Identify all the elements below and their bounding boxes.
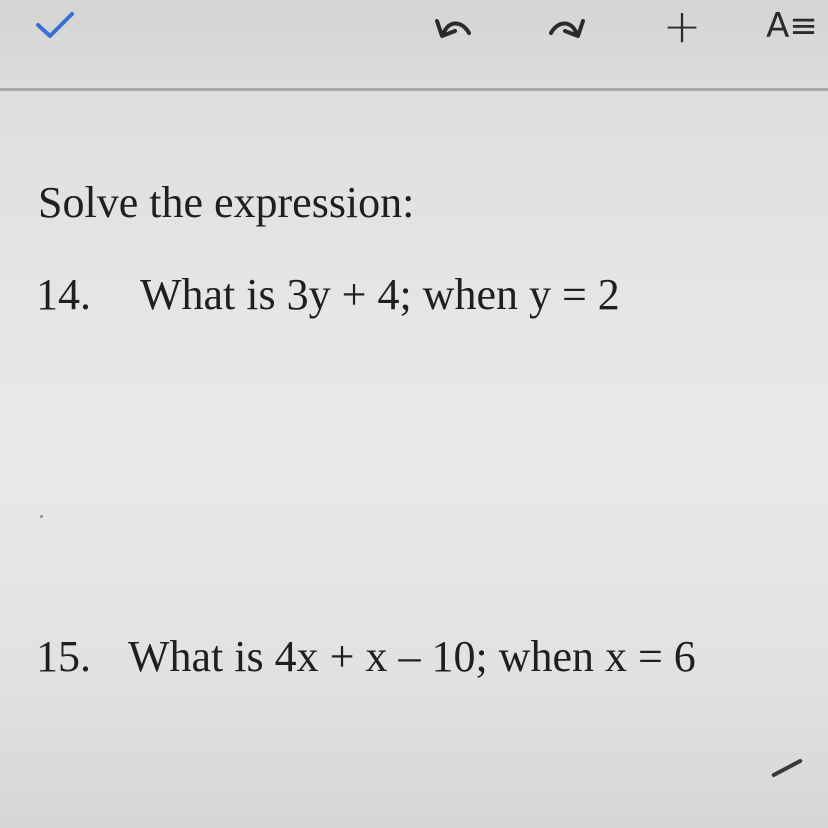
checkmark-icon [32,9,78,43]
redo-icon [543,9,591,43]
question-14 [36,269,620,320]
redo-button[interactable] [536,0,598,52]
toolbar [0,0,828,88]
text-format-icon: A≡ [766,6,818,46]
question-number: 14. [36,270,91,319]
stray-mark [40,515,43,518]
question-number: 15. [36,632,91,681]
document-page[interactable] [0,91,828,828]
undo-icon [429,9,477,43]
question-text: What is 3y + 4; when y = 2 [140,270,620,319]
pencil-mark [771,758,803,777]
done-button[interactable] [26,0,84,52]
add-button[interactable] [652,0,712,52]
question-15 [36,631,696,682]
question-text: What is 4x + x – 10; when x = 6 [128,632,696,681]
page-heading: Solve the expression: [38,178,415,227]
plus-icon: + [662,0,702,53]
undo-button[interactable] [422,0,484,52]
format-button[interactable] [756,0,828,52]
